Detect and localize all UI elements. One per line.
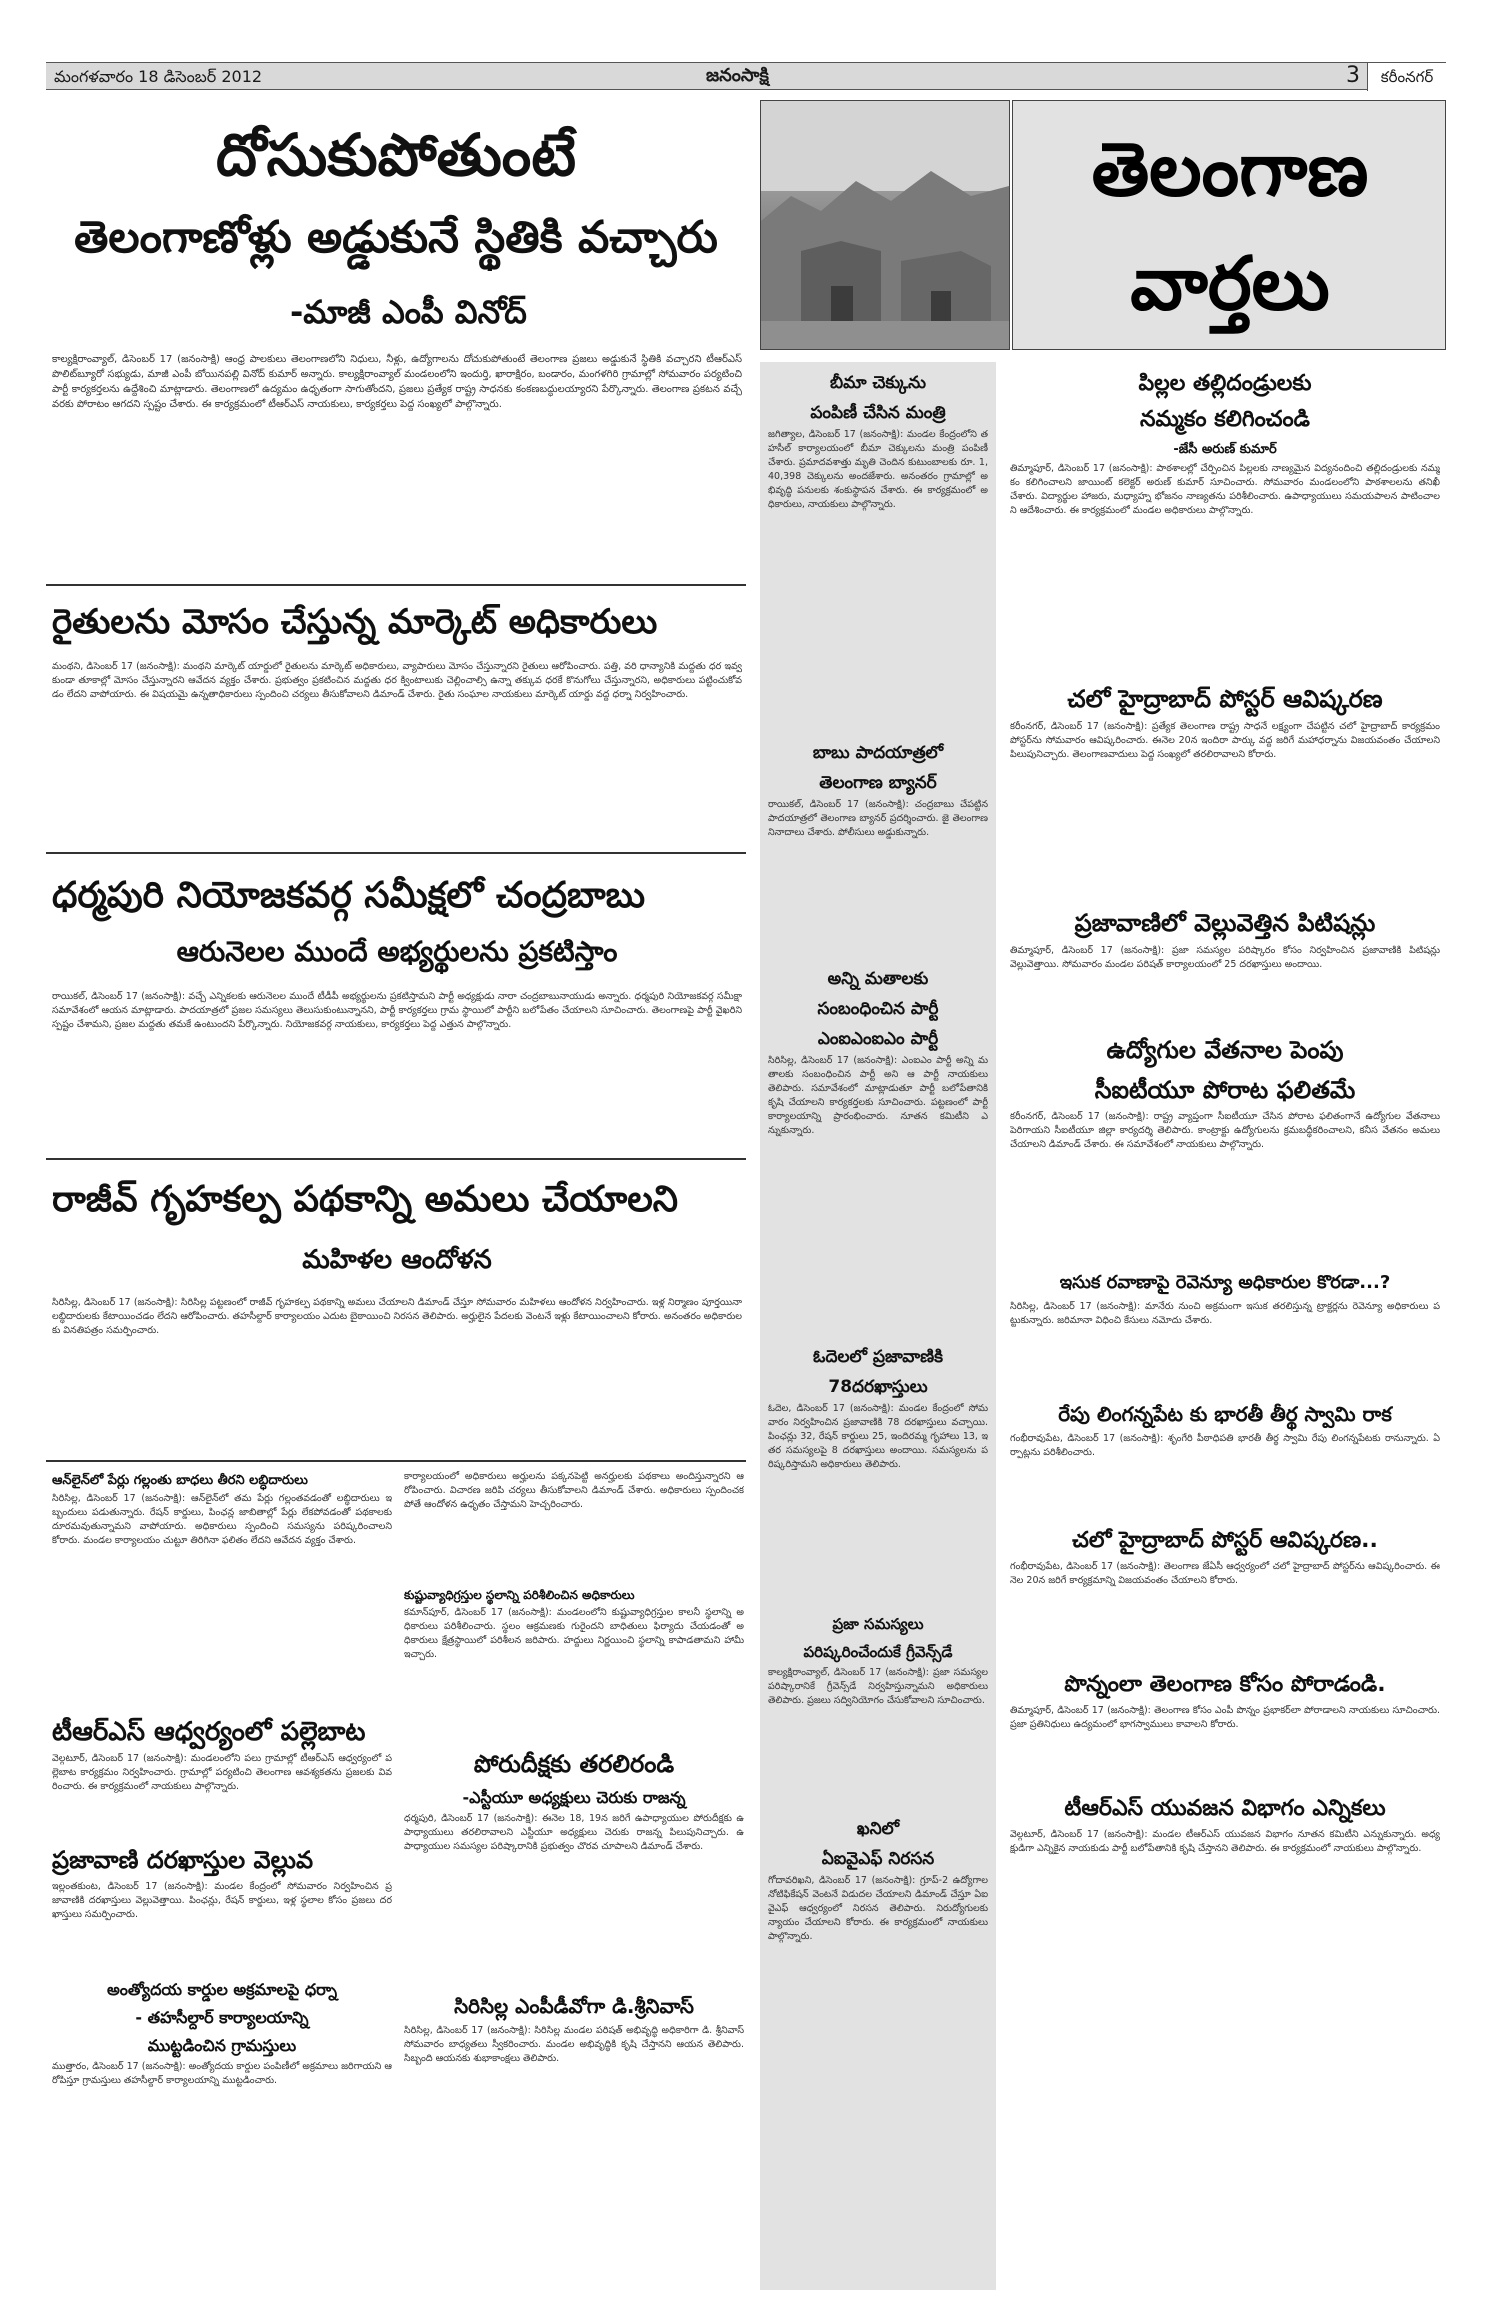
column-3: [760, 362, 996, 2290]
fort-ruins-image: [761, 101, 1009, 349]
section-title: బాబు పాదయాత్రలో: [812, 743, 944, 763]
banner-box: [1012, 100, 1446, 350]
section-body: సిరిసిల్ల, డిసెంబర్‌ 17 (జనంసాక్షి): ఎంఐఎం పార్టీ అన్ని మతాలకు సంబంధించిన పార్టీ అని ఆ పార్టీ నాయకులు తెలిపారు. సమావేశంలో మాట్లాడుతూ పార్టీ బలోపేతానికి కృషి చేయాలని కార్యకర్తలకు సూచించారు. పట్టణంలో పార్టీ కార్యాలయాన్ని ప్రారంభించారు. నూతన కమిటీని ఎన్నుకున్నారు.: [768, 1055, 988, 1136]
section-title: సంబంధించిన పార్టీ: [817, 999, 939, 1019]
divider: [46, 1158, 746, 1160]
column-4: [1004, 362, 1446, 2290]
section-title: ముట్టడించిన గ్రామస్తులు: [147, 2036, 297, 2055]
section-title: అంత్యోదయ కార్డుల అక్రమాలపై ధర్నా: [106, 1980, 338, 1999]
section-title: పొన్నంలా తెలంగాణ కోసం పోరాడండి.: [1064, 1672, 1386, 1697]
section-title: 78దరఖాస్తులు: [828, 1377, 928, 1397]
dharmapuri-body: రాయికల్‌, డిసెంబర్‌ 17 (జనంసాక్షి): వచ్చే ఎన్నికలకు ఆరునెలల ముందే టీడీపీ అభ్యర్థులను ప్రకటిస్తామని పార్టీ అధ్యక్షుడు నారా చంద్రబాబునాయుడు అన్నారు. ధర్మపురి నియోజకవర్గ సమీక్షా సమావేశంలో ఆయన మాట్లాడారు. పాదయాత్రలో ప్రజల సమస్యలు తెలుసుకుంటున్నానని, పార్టీ కార్యకర్తలు గ్రామ స్థాయిలో పార్టీని బలోపేతం చేయాలని సూచించారు. తెలంగాణపై పార్టీ వైఖరిని స్పష్టం చేశామని, ప్రజల మద్దతు తమకే ఉంటుందని పేర్కొన్నారు. నియోజకవర్గ నాయకులు, కార్యకర్తలు పెద్ద ఎత్తున పాల్గొన్నారు.: [52, 991, 742, 1030]
section-title: సిరిసిల్ల ఎంపీడీవోగా డి.శ్రీనివాస్‌: [454, 1994, 694, 2018]
banner-title-1: తెలంగాణ: [1091, 127, 1369, 213]
section-body: గంభీరావుపేట, డిసెంబర్‌ 17 (జనంసాక్షి): తెలంగాణ జేఏసీ ఆధ్వర్యంలో చలో హైద్రాబాద్‌ పోస్టర్‌ను ఆవిష్కరించారు. ఈనెల 20న జరిగే కార్యక్రమాన్ని విజయవంతం చేయాలని కోరారు.: [1010, 1561, 1440, 1586]
masthead: [46, 62, 1446, 90]
section-title: ప్రజావాణిలో వెల్లువెత్తిన పిటిషన్లు: [1074, 909, 1376, 937]
dharmapuri-headline: ధర్మపురి నియోజకవర్గ సమీక్షలో చంద్రబాబు: [52, 875, 646, 916]
fort-photo: [760, 100, 1010, 350]
banner-title-2: వార్తలు: [1130, 241, 1330, 327]
section-body: కమాన్‌పూర్‌, డిసెంబర్‌ 17 (జనంసాక్షి): మండలంలోని కుష్టువ్యాధిగ్రస్తుల కాలనీ స్థలాన్ని అధికారులు పరిశీలించారు. స్థలం ఆక్రమణకు గురైందని బాధితులు ఫిర్యాదు చేయడంతో అధికారులు క్షేత్రస్థాయిలో పరిశీలన జరిపారు. హద్దులు నిర్ణయించి స్థలాన్ని కాపాడతామని హామీ ఇచ్చారు.: [404, 1607, 744, 1660]
lead-byline: -మాజీ ఎంపీ వినోద్: [290, 293, 527, 331]
newspaper-name: జనంసాక్షి: [706, 65, 769, 86]
section-title: పిల్లల తల్లిదండ్రులకు: [1138, 371, 1312, 396]
section-body: తిమ్మాపూర్‌, డిసెంబర్‌ 17 (జనంసాక్షి): తెలంగాణ కోసం ఎంపీ పొన్నం ప్రభాకర్‌లా పోరాడాలని నాయకులు సూచించారు. ప్రజా ప్రతినిధులు ఉద్యమంలో భాగస్వాములు కావాలని కోరారు.: [1010, 1705, 1440, 1730]
section-body: వెల్గటూర్‌, డిసెంబర్‌ 17 (జనంసాక్షి): మండలంలోని పలు గ్రామాల్లో టీఆర్‌ఎస్‌ ఆధ్వర్యంలో పల్లెబాట కార్యక్రమం నిర్వహించారు. గ్రామాల్లో పర్యటించి తెలంగాణ ఆవశ్యకతను ప్రజలకు వివరించారు. ఈ కార్యక్రమంలో నాయకులు పాల్గొన్నారు.: [52, 1753, 392, 1792]
section-title: -ఎస్టీయూ అధ్యక్షులు చెరుకు రాజన్న: [462, 1788, 686, 1807]
section-body: ఇల్లంతకుంట, డిసెంబర్‌ 17 (జనంసాక్షి): మండల కేంద్రంలో సోమవారం నిర్వహించిన ప్రజావాణికి దరఖాస్తులు వెల్లువెత్తాయి. పింఛన్లు, రేషన్‌ కార్డులు, ఇళ్ల స్థలాల కోసం ప్రజలు దరఖాస్తులు సమర్పించారు.: [52, 1881, 392, 1920]
section-body: గోదావరిఖని, డిసెంబర్‌ 17 (జనంసాక్షి): గ్రూప్‌-2 ఉద్యోగాల నోటిఫికేషన్‌ వెంటనే విడుదల చేయాలని డిమాండ్‌ చేస్తూ ఏఐవైఎఫ్‌ ఆధ్వర్యంలో నిరసన తెలిపారు. నిరుద్యోగులకు న్యాయం చేయాలని కోరారు. ఈ కార్యక్రమంలో నాయకులు పాల్గొన్నారు.: [768, 1875, 988, 1942]
rajiv-body: సిరిసిల్ల, డిసెంబర్‌ 17 (జనంసాక్షి): సిరిసిల్ల పట్టణంలో రాజీవ్‌ గృహకల్ప పథకాన్ని అమలు చేయాలని డిమాండ్‌ చేస్తూ సోమవారం మహిళలు ఆందోళన నిర్వహించారు. ఇళ్ల నిర్మాణం పూర్తయినా లబ్ధిదారులకు కేటాయించడం లేదని ఆరోపించారు. తహసీల్దార్‌ కార్యాలయం ఎదుట బైఠాయించి నిరసన తెలిపారు. అర్హులైన పేదలకు వెంటనే ఇళ్లు కేటాయించాలని కోరారు. అనంతరం అధికారులకు వినతిపత్రం సమర్పించారు.: [52, 1297, 742, 1336]
section-title: ఆన్‌లైన్‌లో పేర్లు గల్లంతు బాధలు తీరని లబ్ధిదారులు: [52, 1473, 308, 1488]
section-title: బీమా చెక్కును: [830, 373, 926, 393]
section-body: సిరిసిల్ల, డిసెంబర్‌ 17 (జనంసాక్షి): ఆన్‌లైన్‌లో తమ పేర్లు గల్లంతవడంతో లబ్ధిదారులు ఇబ్బందులు పడుతున్నారు. రేషన్‌ కార్డులు, పింఛన్ల జాబితాల్లో పేర్లు లేకపోవడంతో పథకాలకు దూరమవుతున్నామని వాపోయారు. అధికారులు స్పందించి సమస్యను పరిష్కరించాలని కోరారు. మండల కార్యాలయం చుట్టూ తిరిగినా ఫలితం లేదని ఆవేదన వ్యక్తం చేశారు.: [52, 1493, 392, 1546]
section-title: ఎంఐఎంఐఎం పార్టీ: [817, 1029, 939, 1049]
section-title: ఓదెలలో ప్రజావాణికి: [813, 1347, 943, 1367]
section-title: -జేసీ అరుణ్‌ కుమార్‌: [1173, 442, 1277, 457]
section-title: ఏఐవైఎఫ్‌ నిరసన: [821, 1849, 935, 1869]
dharmapuri-subheadline: ఆరునెలల ముందే అభ్యర్థులను ప్రకటిస్తాం: [176, 935, 618, 968]
section-title: టీఆర్‌ఎస్‌ ఆధ్వర్యంలో పల్లెబాట: [52, 1717, 366, 1747]
section-body: కరీంనగర్‌, డిసెంబర్‌ 17 (జనంసాక్షి): రాష్ట్ర వ్యాప్తంగా సీఐటీయూ చేసిన పోరాట ఫలితంగానే ఉద్యోగుల వేతనాలు పెరిగాయని సీఐటీయూ జిల్లా కార్యదర్శి తెలిపారు. కాంట్రాక్టు ఉద్యోగులను క్రమబద్ధీకరించాలని, కనీస వేతనం అమలు చేయాలని డిమాండ్‌ చేశారు. ఈ సమావేశంలో నాయకులు పాల్గొన్నారు.: [1010, 1111, 1440, 1150]
divider: [46, 584, 746, 586]
section-title: ప్రజా సమస్యలు: [832, 1615, 924, 1633]
lead-headline-2: తెలంగాణోళ్లు అడ్డుకునే స్థితికి వచ్చారు: [74, 212, 718, 263]
section-body: కరీంనగర్‌, డిసెంబర్‌ 17 (జనంసాక్షి): ప్రత్యేక తెలంగాణ రాష్ట్ర సాధనే లక్ష్యంగా చేపట్టిన చలో హైద్రాబాద్‌ కార్యక్రమం పోస్టర్‌ను సోమవారం ఆవిష్కరించారు. ఈనెల 20న ఇందిరా పార్కు వద్ద జరిగే మహాధర్నాను విజయవంతం చేయాలని పిలుపునిచ్చారు. తెలంగాణవాదులు పెద్ద సంఖ్యలో తరలిరావాలని కోరారు.: [1010, 721, 1440, 760]
section-body: కార్యాలయంలో అధికారులు అర్హులను పక్కనపెట్టి అనర్హులకు పథకాలు అందిస్తున్నారని ఆరోపించారు. విచారణ జరిపి చర్యలు తీసుకోవాలని డిమాండ్‌ చేశారు. అధికారులు స్పందించకపోతే ఆందోళన ఉధృతం చేస్తామని హెచ్చరించారు.: [404, 1471, 744, 1510]
left-lower-column: [52, 1470, 392, 2290]
section-title: రేపు లింగన్నపేట కు భారతీ తీర్థ స్వామి రాక: [1058, 1402, 1392, 1426]
page-number: 3: [1346, 63, 1360, 88]
rajiv-subheadline: మహిళల ఆందోళన: [302, 1245, 492, 1275]
divider: [46, 1460, 746, 1462]
divider: [46, 852, 746, 854]
section-title: ఖనిలో: [856, 1819, 900, 1839]
section-body: జగిత్యాల, డిసెంబర్‌ 17 (జనంసాక్షి): మండల కేంద్రంలోని తహసీల్‌ కార్యాలయంలో బీమా చెక్కులను మంత్రి పంపిణీ చేశారు. ప్రమాదవశాత్తు మృతి చెందిన కుటుంబాలకు రూ. 1,40,398 చెక్కులను అందజేశారు. అనంతరం గ్రామాల్లో అభివృద్ధి పనులకు శంకుస్థాపన చేశారు. ఈ కార్యక్రమంలో అధికారులు, నాయకులు పాల్గొన్నారు.: [768, 429, 988, 510]
section-title: ఉద్యోగుల వేతనాల పెంపు: [1106, 1036, 1344, 1064]
section-title: పంపిణీ చేసిన మంత్రి: [810, 403, 946, 423]
section-body: వెల్గటూర్‌, డిసెంబర్‌ 17 (జనంసాక్షి): మండల టీఆర్‌ఎస్‌ యువజన విభాగం నూతన కమిటీని ఎన్నుకున్నారు. అధ్యక్షుడిగా ఎన్నికైన నాయకుడు పార్టీ బలోపేతానికి కృషి చేస్తానని తెలిపారు. ఈ కార్యక్రమంలో నాయకులు పాల్గొన్నారు.: [1010, 1829, 1440, 1854]
mid-lower-column: [404, 1470, 744, 2290]
farmers-headline: రైతులను మోసం చేస్తున్న మార్కెట్‌ అధికారులు: [52, 602, 658, 642]
section-title: ప్రజావాణి దరఖాస్తుల వెల్లువ: [52, 1846, 314, 1874]
section-title: పరిష్కరించేందుకే గ్రీవెన్స్‌డే: [803, 1643, 953, 1661]
section-title: పోరుదీక్షకు తరలిరండి: [473, 1750, 675, 1778]
section-title: - తహసీల్దార్‌ కార్యాలయాన్ని: [135, 2008, 309, 2027]
section-body: సిరిసిల్ల, డిసెంబర్‌ 17 (జనంసాక్షి): మానేరు నుంచి అక్రమంగా ఇసుక తరలిస్తున్న ట్రాక్టర్లను రెవెన్యూ అధికారులు పట్టుకున్నారు. జరిమానా విధించి కేసులు నమోదు చేశారు.: [1010, 1301, 1440, 1326]
section-title: నమ్మకం కలిగించండి: [1140, 407, 1310, 432]
section-title: చలో హైద్రాబాద్‌ పోస్టర్‌ ఆవిష్కరణ..: [1072, 1528, 1378, 1553]
section-body: ధర్మపురి, డిసెంబర్‌ 17 (జనంసాక్షి): ఈనెల 18, 19న జరిగే ఉపాధ్యాయుల పోరుదీక్షకు ఉపాధ్యాయులు తరలిరావాలని ఎస్టీయూ అధ్యక్షులు చెరుకు రాజన్న పిలుపునిచ్చారు. ఉపాధ్యాయుల సమస్యల పరిష్కారానికి ప్రభుత్వం చొరవ చూపాలని డిమాండ్‌ చేశారు.: [404, 1813, 744, 1852]
section-title: టీఆర్‌ఎస్‌ యువజన విభాగం ఎన్నికలు: [1064, 1796, 1386, 1821]
lead-headline-1: దోసుకుపోతుంటే: [215, 121, 576, 189]
section-body: కాల్యక్షిరాంవ్యాల్‌, డిసెంబర్‌ 17 (జనంసాక్షి): ప్రజా సమస్యల పరిష్కారానికే గ్రీవెన్స్‌డే నిర్వహిస్తున్నామని అధికారులు తెలిపారు. ప్రజలు సద్వినియోగం చేసుకోవాలని సూచించారు.: [768, 1667, 988, 1706]
section-body: సిరిసిల్ల, డిసెంబర్‌ 17 (జనంసాక్షి): సిరిసిల్ల మండల పరిషత్‌ అభివృద్ధి అధికారిగా డి. శ్రీనివాస్‌ సోమవారం బాధ్యతలు స్వీకరించారు. మండల అభివృద్ధికి కృషి చేస్తానని ఆయన తెలిపారు. సిబ్బంది ఆయనకు శుభాకాంక్షలు తెలిపారు.: [404, 2025, 744, 2064]
section-title: చలో హైద్రాబాద్‌ పోస్టర్‌ ఆవిష్కరణ: [1067, 685, 1383, 713]
section-title: తెలంగాణ బ్యానర్‌: [819, 773, 937, 793]
section-title: అన్ని మతాలకు: [827, 969, 929, 989]
farmers-body: మంథని, డిసెంబర్‌ 17 (జనంసాక్షి): మంథని మార్కెట్‌ యార్డులో రైతులను మార్కెట్‌ అధికారులు, వ్యాపారులు మోసం చేస్తున్నారని రైతులు ఆరోపించారు. పత్తి, వరి ధాన్యానికి మద్దతు ధర ఇవ్వకుండా తూకాల్లో మోసం చేస్తున్నారని ఆవేదన వ్యక్తం చేశారు. ప్రభుత్వం ప్రకటించిన మద్దతు ధర క్వింటాలుకు చెల్లించాల్సి ఉన్నా తక్కువ ధరకే కొనుగోలు చేస్తున్నారని, అధికారులు పట్టించుకోవడం లేదని వాపోయారు. ఈ విషయమై ఉన్నతాధికారులు స్పందించి చర్యలు తీసుకోవాలని డిమాండ్‌ చేశారు. రైతు సంఘాల నాయకులు మార్కెట్‌ యార్డు వద్ద ధర్నా నిర్వహించారు.: [52, 661, 742, 700]
edition-city: కరీంనగర్: [1367, 63, 1446, 91]
section-body: ముత్తారం, డిసెంబర్‌ 17 (జనంసాక్షి): అంత్యోదయ కార్డుల పంపిణీలో అక్రమాలు జరిగాయని ఆరోపిస్తూ గ్రామస్తులు తహసీల్దార్‌ కార్యాలయాన్ని ముట్టడించారు.: [52, 2061, 392, 2086]
section-body: తిమ్మాపూర్‌, డిసెంబర్‌ 17 (జనంసాక్షి): ప్రజా సమస్యల పరిష్కారం కోసం నిర్వహించిన ప్రజావాణికి పిటిషన్లు వెల్లువెత్తాయి. సోమవారం మండల పరిషత్‌ కార్యాలయంలో 25 దరఖాస్తులు అందాయి.: [1010, 945, 1440, 970]
section-title: సీఐటీయూ పోరాట ఫలితమే: [1094, 1076, 1356, 1104]
issue-date: మంగళవారం 18 డిసెంబర్ 2012: [54, 67, 263, 86]
section-body: గంభీరావుపేట, డిసెంబర్‌ 17 (జనంసాక్షి): శృంగేరి పీఠాధిపతి భారతీ తీర్థ స్వామి రేపు లింగన్నపేటకు రానున్నారు. ఏర్పాట్లను పరిశీలించారు.: [1010, 1433, 1440, 1458]
lead-body: కాల్యక్షిరాంవ్యాల్‌, డిసెంబర్‌ 17 (జనంసాక్షి) ఆంధ్ర పాలకులు తెలంగాణలోని నిధులు, నీళ్లు, ఉద్యోగాలను దోచుకుపోతుంటే తెలంగాణ ప్రజలు అడ్డుకునే స్థితికి వచ్చారని టీఆర్‌ఎస్‌ పొలిట్‌బ్యూరో సభ్యుడు, మాజీ ఎంపీ బోయినపల్లి వినోద్‌ కుమార్‌ అన్నారు. కాల్యక్షిరాంవ్యాల్‌ మండలంలోని ఇందుర్తి, ఖారాక్షిరం, బండారం, మంగళగిరి గ్రామాల్లో సోమవారం పర్యటించి పార్టీ కార్యకర్తలను ఉద్దేశించి మాట్లాడారు. తెలంగాణలో ఉద్యమం ఉధృతంగా సాగుతోందని, ప్రజలు ప్రత్యేక రాష్ట్ర సాధనకు కంకణబద్ధులయ్యారని పేర్కొన్నారు. తెలంగాణ ప్రకటన వచ్చే వరకు పోరాటం ఆగదని స్పష్టం చేశారు. ఈ కార్యక్రమంలో టీఆర్‌ఎస్‌ నాయకులు, కార్యకర్తలు పెద్ద సంఖ్యలో పాల్గొన్నారు.: [52, 354, 742, 410]
section-title: ఇసుక రవాణాపై రెవెన్యూ అధికారుల కొరడా...?: [1059, 1272, 1391, 1293]
section-body: ఓదెల, డిసెంబర్‌ 17 (జనంసాక్షి): మండల కేంద్రంలో సోమవారం నిర్వహించిన ప్రజావాణికి 78 దరఖాస్తులు వచ్చాయి. పింఛన్లు 32, రేషన్‌ కార్డులు 25, ఇందిరమ్మ గృహాలు 13, ఇతర సమస్యలపై 8 దరఖాస్తులు అందాయి. సమస్యలను పరిష్కరిస్తామని అధికారులు తెలిపారు.: [768, 1403, 988, 1470]
section-title: కుష్టువ్యాధిగ్రస్తుల స్థలాన్ని పరిశీలించిన అధికారులు: [404, 1588, 635, 1602]
section-body: రాయికల్‌, డిసెంబర్‌ 17 (జనంసాక్షి): చంద్రబాబు చేపట్టిన పాదయాత్రలో తెలంగాణ బ్యానర్‌ ప్రదర్శించారు. జై తెలంగాణ నినాదాలు చేశారు. పోలీసులు అడ్డుకున్నారు.: [768, 799, 988, 838]
rajiv-headline: రాజీవ్‌ గృహకల్ప పథకాన్ని అమలు చేయాలని: [52, 1179, 678, 1220]
section-body: తిమ్మాపూర్‌, డిసెంబర్‌ 17 (జనంసాక్షి): పాఠశాలల్లో చేర్పించిన పిల్లలకు నాణ్యమైన విద్యనందించి తల్లిదండ్రులకు నమ్మకం కలిగించాలని జాయింట్‌ కలెక్టర్‌ అరుణ్‌ కుమార్‌ సూచించారు. సోమవారం మండలంలోని పాఠశాలలను తనిఖీ చేశారు. విద్యార్థుల హాజరు, మధ్యాహ్న భోజనం నాణ్యతను పరిశీలించారు. ఉపాధ్యాయులు సమయపాలన పాటించాలని ఆదేశించారు. ఈ కార్యక్రమంలో మండల అధికారులు పాల్గొన్నారు.: [1010, 463, 1440, 516]
